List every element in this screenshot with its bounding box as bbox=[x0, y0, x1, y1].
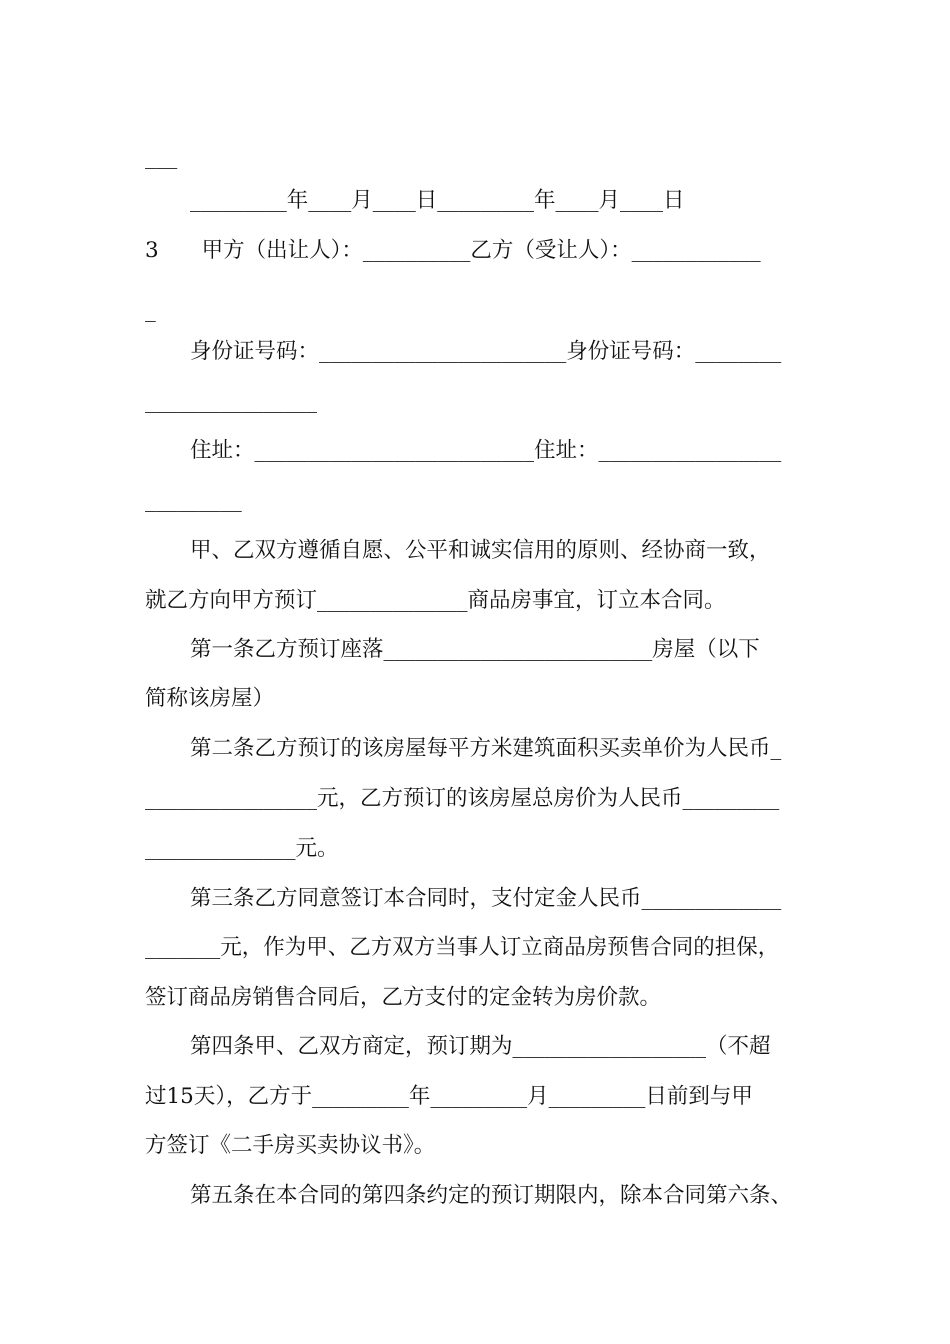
article-3-cont: 签订商品房销售合同后，乙方支付的定金转为房价款。 bbox=[145, 985, 662, 1010]
article-4-cont: 方签订《二手房买卖协议书》。 bbox=[145, 1133, 436, 1158]
continuation-line: _________ bbox=[145, 488, 242, 513]
address-line: 住址：__________________________住址：_________________ bbox=[190, 438, 782, 463]
article-5: 第五条在本合同的第四条约定的预订期限内，除本合同第六条、 bbox=[190, 1183, 793, 1208]
continuation-line: ________________ bbox=[145, 389, 317, 414]
article-4-cont: 过15天），乙方于_________年_________月_________日前到与甲 bbox=[145, 1084, 753, 1109]
article-2-cont: ______________元。 bbox=[145, 836, 339, 861]
article-1: 第一条乙方预订座落_________________________房屋（以下 bbox=[190, 637, 760, 662]
article-3-cont: _______元，作为甲、乙方双方当事人订立商品房预售合同的担保， bbox=[145, 935, 780, 960]
continuation-line: _ bbox=[145, 298, 156, 323]
article-4: 第四条甲、乙双方商定，预订期为__________________（不超 bbox=[190, 1034, 771, 1059]
paragraph-intro-cont: 就乙方向甲方预订______________商品房事宜，订立本合同。 bbox=[145, 588, 726, 613]
party-line: 3 甲方（出让人）：__________乙方（受让人）：____________ bbox=[145, 238, 761, 263]
article-3: 第三条乙方同意签订本合同时，支付定金人民币_____________ bbox=[190, 886, 782, 911]
blank-line: ___ bbox=[145, 145, 178, 170]
article-2-cont: ________________元，乙方预订的该房屋总房价为人民币_________ bbox=[145, 786, 780, 811]
date-line: _________年____月____日_________年____月____日 bbox=[190, 188, 685, 213]
article-2: 第二条乙方预订的该房屋每平方米建筑面积买卖单价为人民币_ bbox=[190, 736, 782, 761]
paragraph-intro: 甲、乙双方遵循自愿、公平和诚实信用的原则、经协商一致， bbox=[190, 538, 771, 563]
article-1-cont: 简称该房屋） bbox=[145, 686, 275, 711]
id-number-line: 身份证号码：_______________________身份证号码：________ bbox=[190, 339, 782, 364]
